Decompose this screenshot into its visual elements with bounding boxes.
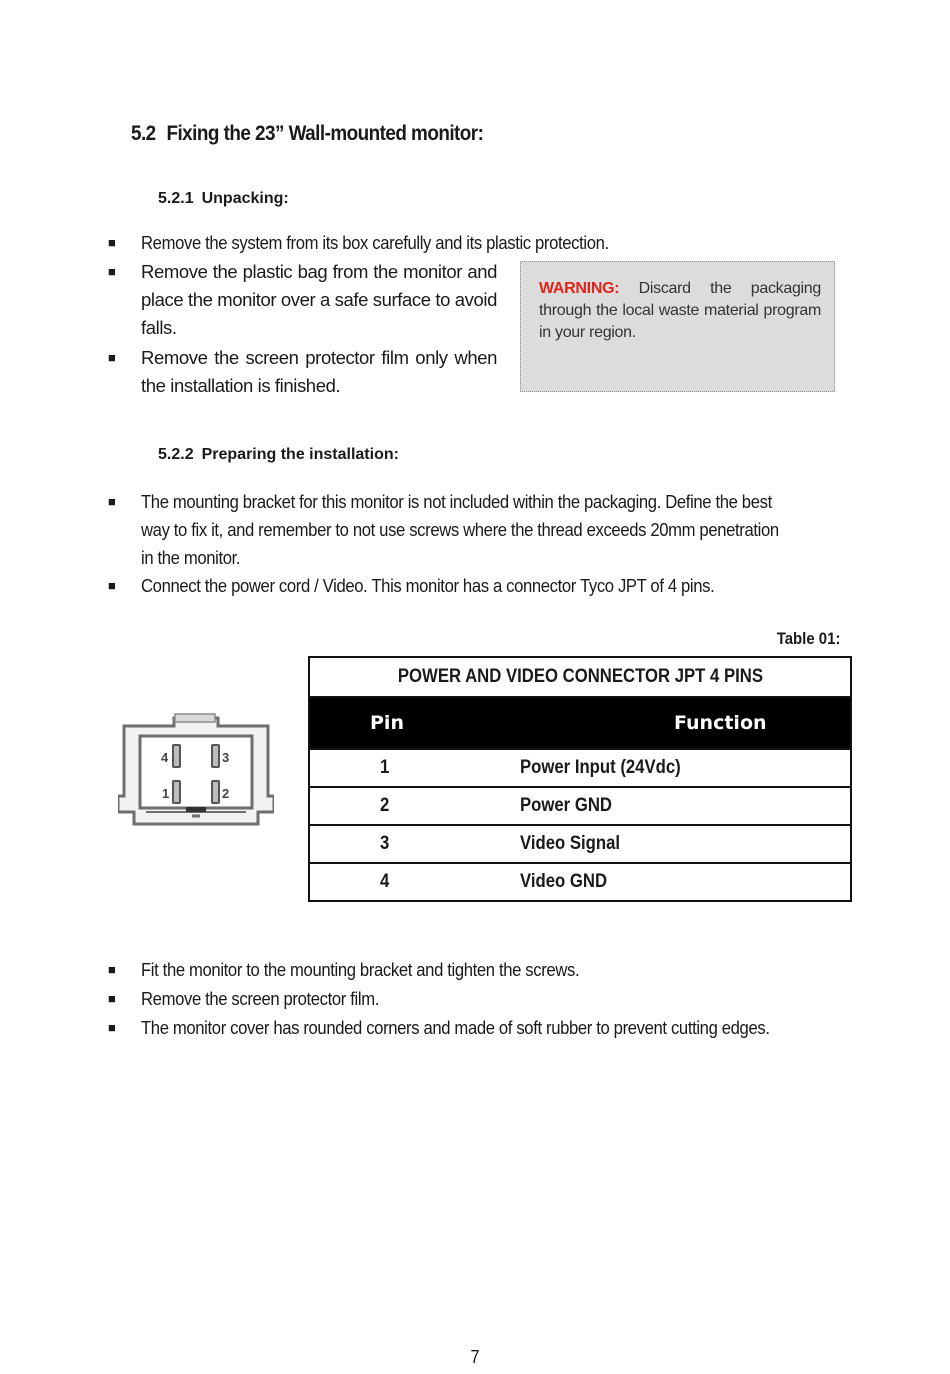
- subsection-number: 5.2.1: [158, 190, 194, 207]
- list-item: Connect the power cord / Video. This monitor has a connector Tyco JPT of 4 pins.: [141, 575, 715, 596]
- pin-slot: [212, 781, 219, 803]
- list-item-multiline: [141, 488, 841, 572]
- pin-slot: [173, 745, 180, 767]
- list-item-multiline: [141, 258, 497, 342]
- bullet-icon: ■: [108, 494, 116, 509]
- bullet-icon: ■: [108, 350, 116, 365]
- table-row: [309, 787, 851, 825]
- bullet-icon: ■: [108, 962, 116, 977]
- pin-cell: [309, 749, 520, 787]
- cell-text: Power GND: [520, 795, 612, 816]
- column-header-pin: [309, 697, 520, 749]
- table-row: [309, 825, 851, 863]
- text-line: place the monitor over a safe surface to avoid: [141, 289, 497, 310]
- list-item: The monitor cover has rounded corners and made of soft rubber to prevent cutting edges.: [141, 1017, 770, 1038]
- table-title-row: [309, 657, 851, 697]
- header-text: Function: [674, 712, 767, 734]
- text-line: the installation is finished.: [141, 375, 341, 396]
- bullet-icon: ■: [108, 578, 116, 593]
- warning-message: Discard the packaging through the local waste material program in your region.: [539, 280, 821, 341]
- bullet-icon: ■: [108, 235, 116, 250]
- table-row: [309, 749, 851, 787]
- text-line: falls.: [141, 317, 177, 338]
- pin-cell: [309, 825, 520, 863]
- table-title-text: POWER AND VIDEO CONNECTOR JPT 4 PINS: [397, 666, 763, 687]
- warning-label: WARNING:: [539, 280, 620, 297]
- subsection-title: Unpacking:: [201, 190, 289, 207]
- subsection-number: 5.2.2: [158, 446, 194, 463]
- cell-text: 4: [380, 871, 390, 892]
- text-line: in the monitor.: [141, 547, 241, 568]
- table-header-row: [309, 697, 851, 749]
- pin-label: 3: [222, 750, 230, 765]
- cell-text: 3: [380, 833, 390, 854]
- connector-table: [308, 656, 852, 902]
- pin-label: 1: [162, 786, 170, 801]
- pin-label: 2: [222, 786, 230, 801]
- cell-text: Power Input (24Vdc): [520, 757, 681, 778]
- function-cell: [520, 787, 851, 825]
- pin-slot: [173, 781, 180, 803]
- list-item: Fit the monitor to the mounting bracket and tighten the screws.: [141, 959, 580, 980]
- bullet-icon: ■: [108, 1020, 116, 1035]
- list-item: Remove the system from its box carefully and its plastic protection.: [141, 232, 609, 253]
- section-title: Fixing the 23” Wall-mounted monitor:: [166, 122, 484, 145]
- cell-text: 2: [380, 795, 390, 816]
- text-line: The mounting bracket for this monitor is not included within the packaging. Define the best: [141, 491, 772, 512]
- text-line: Remove the screen protector film only when: [141, 347, 497, 368]
- table-title: [309, 657, 851, 697]
- pin-cell: [309, 863, 520, 901]
- warning-text: [539, 278, 821, 344]
- bullet-icon: ■: [108, 991, 116, 1006]
- warning-box: [520, 261, 835, 392]
- connector-diagram: [118, 712, 274, 830]
- function-cell: [520, 749, 851, 787]
- section-number: 5.2: [131, 122, 156, 145]
- cell-text: Video Signal: [520, 833, 621, 854]
- text-line: way to fix it, and remember to not use screws where the thread exceeds 20mm penetration: [141, 519, 779, 540]
- pin-cell: [309, 787, 520, 825]
- function-cell: [520, 825, 851, 863]
- table-row: [309, 863, 851, 901]
- subsection-heading-unpacking: [158, 190, 289, 208]
- header-text: Pin: [370, 712, 404, 734]
- table-caption: Table 01:: [776, 629, 840, 648]
- text-line: Remove the plastic bag from the monitor and: [141, 261, 497, 282]
- cell-text: 1: [380, 757, 390, 778]
- list-item-multiline: [141, 344, 497, 400]
- page-number: 7: [470, 1347, 480, 1367]
- cell-text: Video GND: [520, 871, 608, 892]
- section-heading: [131, 122, 483, 146]
- column-header-function: [520, 697, 851, 749]
- subsection-title: Preparing the installation:: [201, 446, 399, 463]
- pin-label: 4: [161, 750, 169, 765]
- list-item: Remove the screen protector film.: [141, 988, 379, 1009]
- subsection-heading-preparing: [158, 446, 399, 464]
- function-cell: [520, 863, 851, 901]
- pin-slot: [212, 745, 219, 767]
- bullet-icon: ■: [108, 264, 116, 279]
